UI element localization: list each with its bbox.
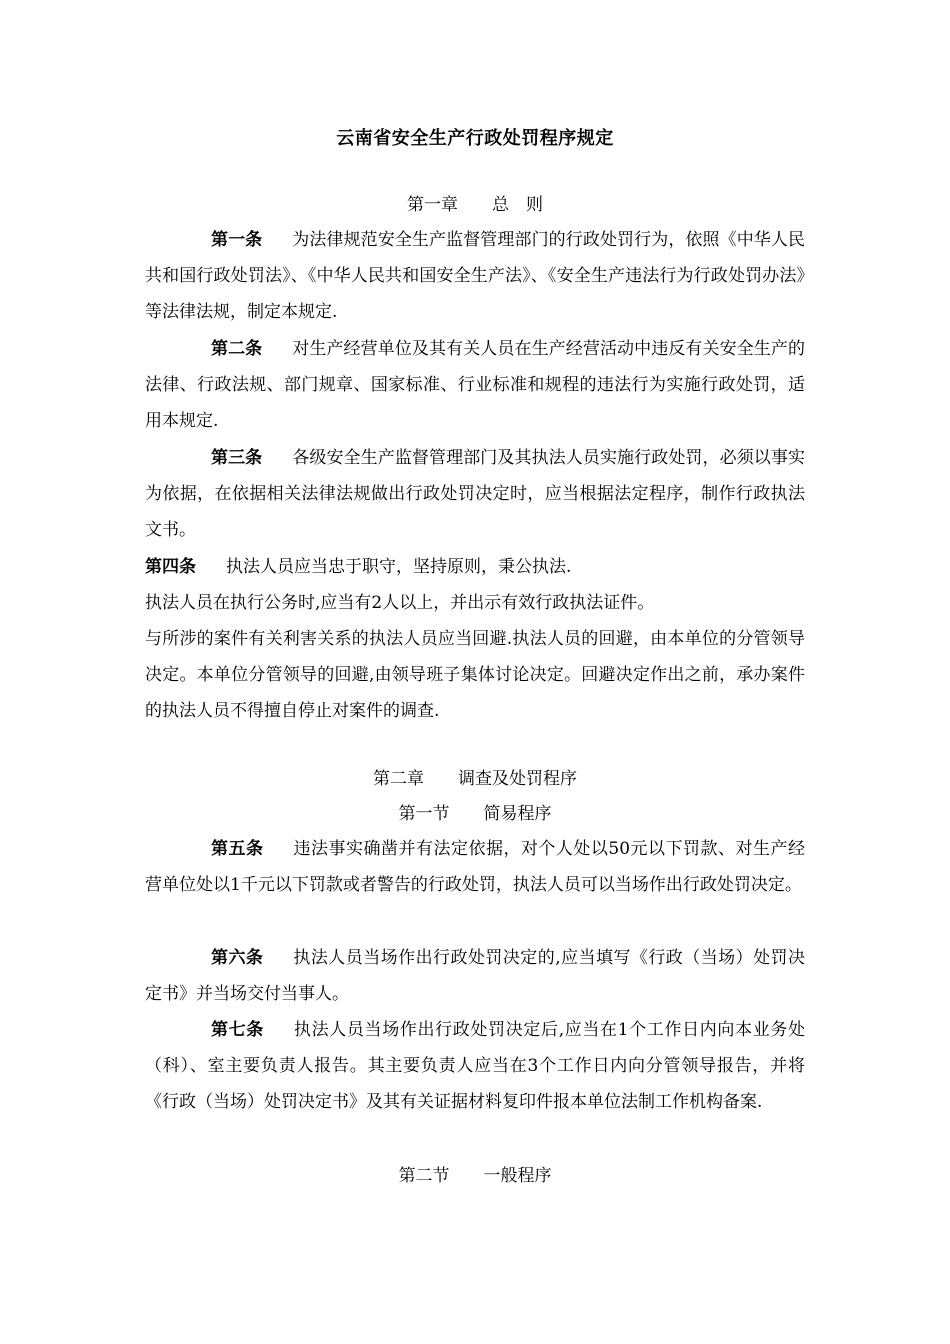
article-3-text: 各级安全生产监督管理部门及其执法人员实施行政处罚，必须以事实为依据，在依据相关法律法规做出行政处罚决定时，应当根据法定程序，制作行政执法文书。	[145, 448, 805, 540]
article-5-text: 违法事实确凿并有法定依据，对个人处以50元以下罚款、对生产经营单位处以1千元以下罚款或者警告的行政处罚，执法人员可以当场作出行政处罚决定。	[145, 839, 806, 895]
article-3-label: 第三条	[211, 448, 263, 468]
article-5	[145, 831, 805, 903]
chapter-1-name: 总 则	[492, 195, 543, 215]
article-6-text: 执法人员当场作出行政处罚决定的,应当填写《行政（当场）处罚决定书》并当场交付当事人。	[145, 948, 806, 1004]
article-1-label: 第一条	[211, 230, 263, 250]
article-2-label: 第二条	[211, 339, 263, 359]
article-5-label: 第五条	[211, 839, 264, 859]
section-1-name: 简易程序	[483, 804, 552, 824]
section-1-heading	[0, 803, 950, 825]
article-4-label: 第四条	[145, 557, 196, 577]
section-2-name: 一般程序	[483, 1166, 552, 1186]
article-6-label: 第六条	[211, 948, 264, 968]
article-4-text: 执法人员应当忠于职守，坚持原则，秉公执法.	[226, 557, 572, 577]
article-3	[145, 440, 805, 548]
article-2-text: 对生产经营单位及其有关人员在生产经营活动中违反有关安全生产的法律、行政法规、部门规章、国家标准、行业标准和规程的违法行为实施行政处罚，适用本规定.	[145, 339, 805, 431]
article-6	[145, 940, 805, 1012]
chapter-2-name: 调查及处罚程序	[458, 769, 577, 789]
article-1-text: 为法律规范安全生产监督管理部门的行政处罚行为，依照《中华人民共和国行政处罚法》、《中华人民共和国安全生产法》、《安全生产违法行为行政处罚办法》等法律法规，制定本规定.	[145, 230, 805, 322]
chapter-1-number: 第一章	[407, 195, 458, 215]
section-2-number: 第二节	[398, 1166, 450, 1186]
article-7-text: 执法人员当场作出行政处罚决定后,应当在1个工作日内向本业务处（科）、室主要负责人报告。其主要负责人应当在3个工作日内向分管领导报告，并将《行政（当场）处罚决定书》及其有关证据材料复印件报本单位法制工作机构备案.	[145, 1020, 806, 1112]
article-4	[145, 549, 805, 585]
chapter-2-heading	[0, 768, 950, 790]
article-1	[145, 222, 805, 330]
article-2	[145, 331, 805, 439]
article-4-paragraph-2: 执法人员在执行公务时,应当有2人以上，并出示有效行政执法证件。	[145, 593, 655, 613]
section-1-number: 第一节	[398, 804, 450, 824]
article-4-paragraph-3: 与所涉的案件有关利害关系的执法人员应当回避.执法人员的回避，由本单位的分管领导决定。本单位分管领导的回避,由领导班子集体讨论决定。回避决定作出之前，承办案件的执法人员不得擅自停止对案件的调查.	[145, 629, 805, 721]
chapter-2-number: 第二章	[373, 769, 424, 789]
article-7-label: 第七条	[211, 1020, 264, 1040]
article-7	[145, 1012, 805, 1120]
chapter-1-heading	[0, 194, 950, 216]
document-title: 云南省安全生产行政处罚程序规定	[336, 128, 614, 149]
section-2-heading	[0, 1165, 950, 1187]
